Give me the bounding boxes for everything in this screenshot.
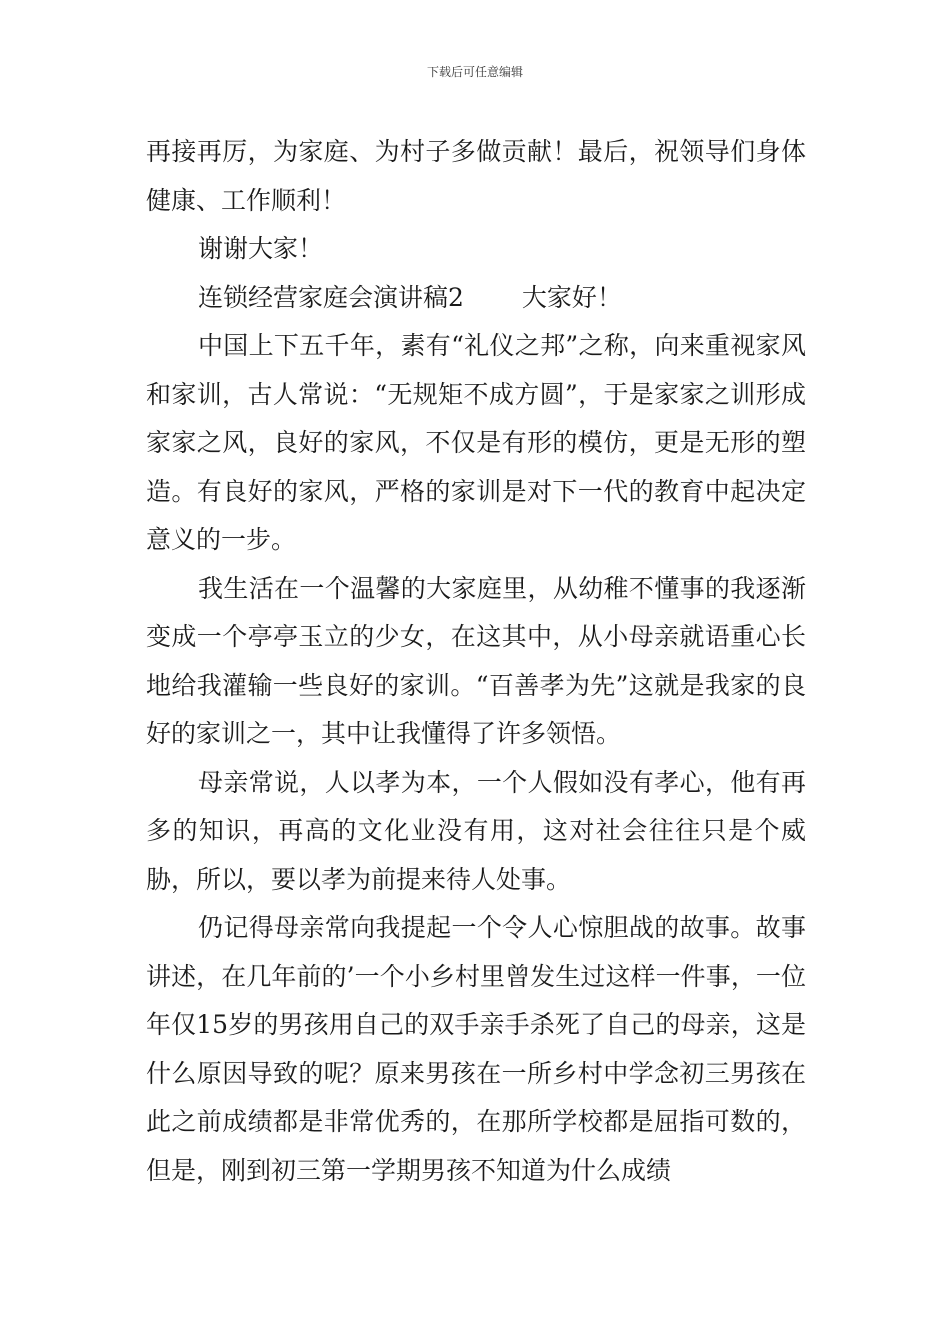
paragraph-continuation: 再接再厉，为家庭、为村子多做贡献！最后，祝领导们身体健康、工作顺利！ [146, 137, 806, 215]
paragraph-family-life: 我生活在一个温馨的大家庭里，从幼稚不懂事的我逐渐变成一个亭亭玉立的少女，在这其中，从小母亲就语重心长地给我灌输一些良好的家训。“百善孝为先”这就是我家的良好的家训之一，其中让我懂得了许多领悟。 [146, 573, 806, 748]
paragraph-family-tradition: 中国上下五千年，素有“礼仪之邦”之称，向来重视家风和家训，古人常说：“无规矩不成方圆”，于是家家之训形成家家之风，良好的家风，不仅是有形的模仿，更是无形的塑造。有良好的家风，严格的家训是对下一代的教育中起决定意义的一步。 [146, 331, 806, 554]
paragraph-thanks: 谢谢大家！ [198, 234, 324, 263]
paragraph-mother-saying: 母亲常说，人以孝为本，一个人假如没有孝心，他有再多的知识，再高的文化业没有用，这对社会往往只是个威胁，所以，要以孝为前提来待人处事。 [146, 767, 806, 894]
paragraph-speech-title: 连锁经营家庭会演讲稿2 大家好！ [198, 282, 622, 312]
document-body [146, 128, 806, 1195]
page-header: 下载后可任意编辑 [426, 65, 523, 79]
paragraph-story: 仍记得母亲常向我提起一个令人心惊胆战的故事。故事讲述，在几年前的’一个小乡村里曾发生过这样一件事，一位年仅15岁的男孩用自己的双手亲手杀死了自己的母亲，这是什么原因导致的呢？原来男孩在一所乡村中学念初三男孩在此之前成绩都是非常优秀的，在那所学校都是屈指可数的，但是，刚到初三第一学期男孩不知道为什么成绩 [146, 913, 806, 1185]
